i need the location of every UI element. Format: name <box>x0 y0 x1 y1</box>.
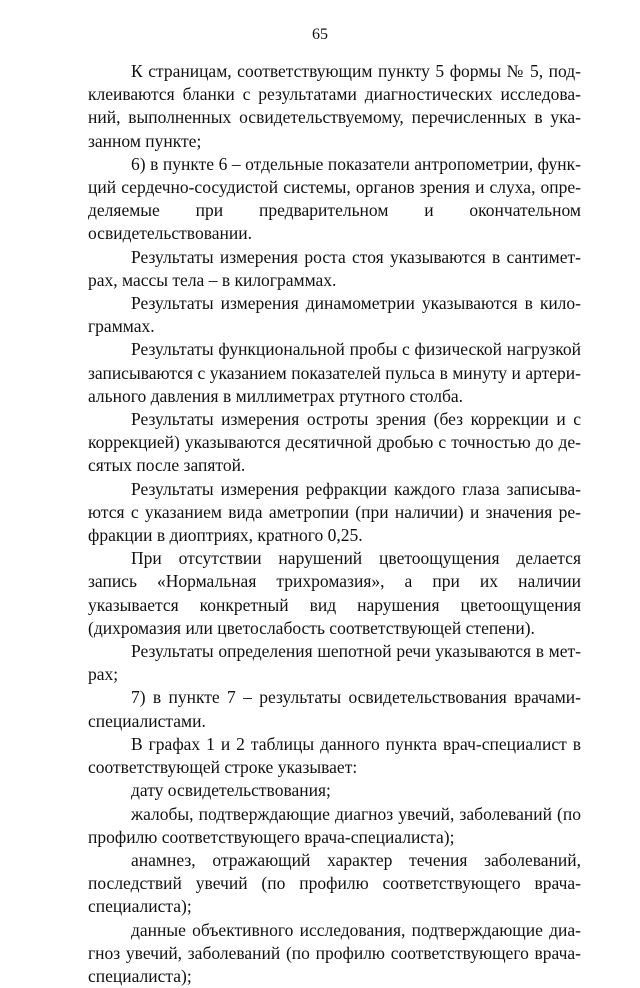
paragraph-visual-acuity: Результаты измерения остроты зрения (без коррекции и с коррекцией) указываются десятичной дробью с точностью до десятых после запятой. <box>88 409 581 476</box>
document-body <box>88 60 581 988</box>
list-item-objective-data: данные объективного исследования, подтверждающие диагноз увечий, заболеваний (по профилю соответствующего врача-специалиста); <box>88 919 581 986</box>
paragraph-height-weight: Результаты измерения роста стоя указываются в сантиметрах, массы тела – в килограммах. <box>88 246 581 290</box>
paragraph-item-6: 6) в пункте 6 – отдельные показатели антропометрии, функций сердечно-сосудистой системы, органов зрения и слуха, определяемые при предварительном и окончательном освидетельствовании. <box>88 153 581 244</box>
page-number: 65 <box>312 26 328 43</box>
paragraph-attachments: К страницам, соответствующим пункту 5 формы № 5, подклеиваются бланки с результатами диагностических исследований, выполненных освидетельствуемому, перечисленных в указанном пункте; <box>88 61 581 151</box>
paragraph-color-perception: При отсутствии нарушений цветоощущения делается запись «Нормальная трихромазия», а при их наличии указывается конкретный вид нарушения цветоощущения (дихромазия или цветослабость соответствующей степени). <box>88 548 581 638</box>
paragraph-item-7: 7) в пункте 7 – результаты освидетельствования врачами-специалистами. <box>88 687 581 731</box>
paragraph-refraction: Результаты измерения рефракции каждого глаза записываются с указанием вида аметропии (при наличии) и значения рефракции в диоптриях, кратного 0,25. <box>88 478 581 546</box>
list-item-exam-date: дату освидетельствования; <box>131 780 331 801</box>
paragraph-dynamometry: Результаты измерения динамометрии указываются в килограммах. <box>88 293 581 337</box>
list-item-anamnesis: анамнез, отражающий характер течения заболеваний, последствий увечий (по профилю соответствующего врача-специалиста); <box>88 849 581 917</box>
list-item-complaints: жалобы, подтверждающие диагноз увечий, заболеваний (по профилю соответствующего врача-специалиста); <box>88 803 581 847</box>
paragraph-table-columns: В графах 1 и 2 таблицы данного пункта врач-специалист в соответствующей строке указывает: <box>88 733 581 778</box>
paragraph-whisper-speech: Результаты определения шепотной речи указываются в метрах; <box>88 641 581 685</box>
paragraph-functional-test: Результаты функциональной пробы с физической нагрузкой записываются с указанием показателей пульса в минуту и артериального давления в миллиметрах ртутного столба. <box>88 339 581 406</box>
